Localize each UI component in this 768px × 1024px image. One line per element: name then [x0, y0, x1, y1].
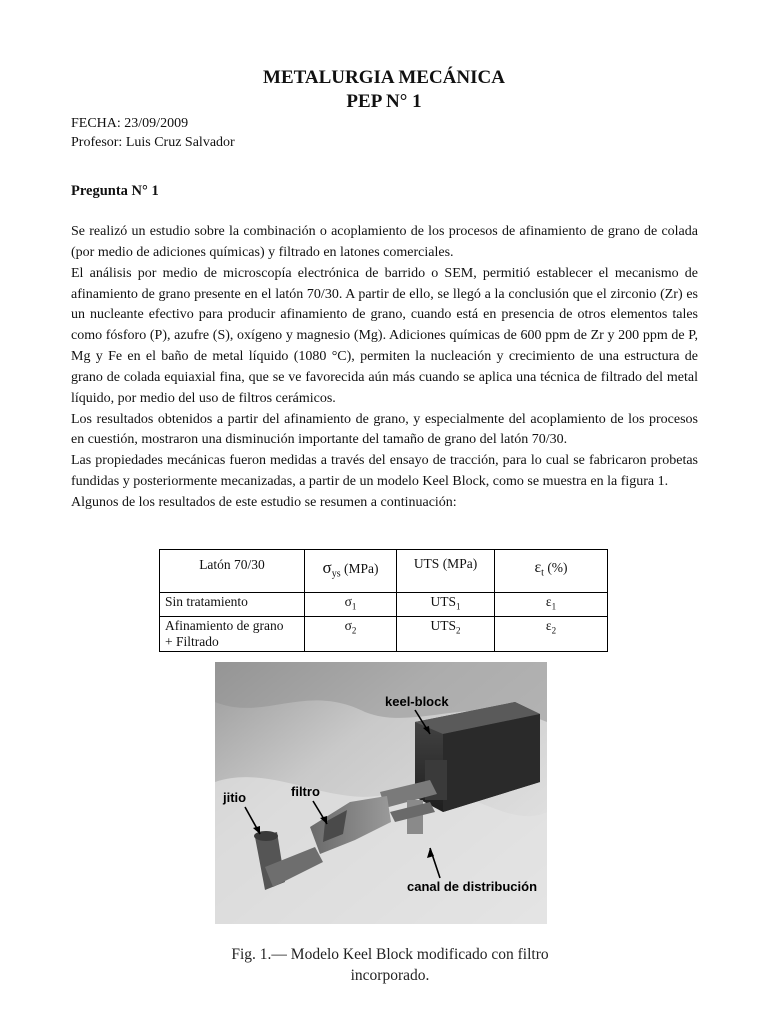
cell-elongation: $\varepsilon_2$: [495, 616, 608, 651]
cell-uts: $UTS_1$: [397, 593, 495, 617]
table-header-row: [160, 550, 608, 593]
cell-yield-stress: $\sigma_2$: [305, 616, 397, 651]
label-jitio: jitio: [223, 790, 247, 805]
document-title: METALURGIA MECÁNICA: [263, 67, 505, 88]
question-body: [71, 222, 698, 514]
row-label: Afinamiento de grano + Filtrado: [160, 616, 305, 651]
exam-date: FECHA: 23/09/2009: [71, 116, 189, 131]
row-label: Sin tratamiento: [160, 593, 305, 617]
paragraph: El análisis por medio de microscopía electrónica de barrido o SEM, permitió establecer el mecanismo de afinamiento de grano presente en el latón 70/30. A partir de ello, se llegó a la conclusión que el zirconio (Zr) es un nucleante efectivo para producir afinamiento de grano, cuando está en presencia de otros elementos tales como fósforo (P), azufre (S), oxígeno y magnesio (Mg). Adiciones químicas de 600 ppm de Zr y 200 ppm de P, Mg y Fe en el baño de metal líquido (1080 °C), permiten la nucleación y crecimiento de una estructura de grano de colada equiaxial fina, que se ve favorecida aún más cuando se aplica una técnica de filtrado del metal líquido, por medio del uso de filtros cerámicos.: [71, 265, 698, 406]
document-subtitle: PEP N° 1: [346, 91, 422, 112]
paragraph: Las propiedades mecánicas fueron medidas a través del ensayo de tracción, para lo cual se fabricaron probetas fundidas y posteriormente mecanizadas, a partir de un modelo Keel Block, como se muestra en la figura 1.: [71, 453, 698, 490]
header-elongation: $\varepsilon_t$ (%): [495, 550, 608, 593]
keel-block-photo: [215, 662, 547, 924]
table-row: [160, 616, 608, 651]
label-filtro: filtro: [291, 784, 320, 799]
paragraph: Algunos de los resultados de este estudio se resumen a continuación:: [71, 494, 457, 510]
table-row: [160, 593, 608, 617]
professor-name: Profesor: Luis Cruz Salvador: [71, 135, 235, 150]
figure-caption: Fig. 1.— Modelo Keel Block modificado con filtro incorporado.: [231, 946, 549, 984]
header-alloy: Latón 70/30: [160, 550, 305, 593]
label-canal: canal de distribución: [407, 879, 538, 894]
header-uts: UTS (MPa): [397, 550, 495, 593]
question-heading: Pregunta N° 1: [71, 183, 159, 199]
label-keel-block: keel-block: [385, 694, 449, 709]
paragraph: Se realizó un estudio sobre la combinación o acoplamiento de los procesos de afinamiento de grano de colada (por medio de adiciones químicas) y filtrado en latones comerciales.: [71, 224, 698, 260]
header-yield-stress: $\sigma_{ys}$ (MPa): [305, 550, 397, 593]
results-table: [159, 549, 608, 652]
cell-yield-stress: $\sigma_1$: [305, 593, 397, 617]
cell-uts: $UTS_2$: [397, 616, 495, 651]
cell-elongation: $\varepsilon_1$: [495, 593, 608, 617]
paragraph: Los resultados obtenidos a partir del afinamiento de grano, y especialmente del acoplamiento de los procesos en cuestión, mostraron una disminución importante del tamaño de grano del latón 70/30.: [71, 411, 698, 448]
